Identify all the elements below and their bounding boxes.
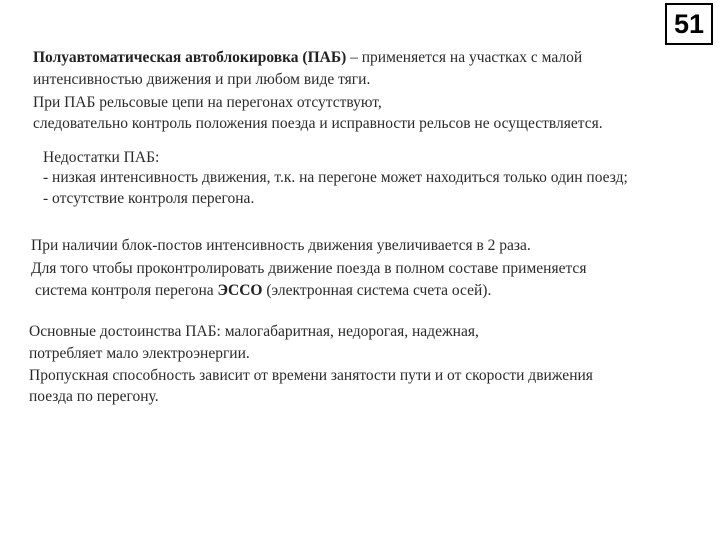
pab-term: Полуавтоматическая автоблокировка (ПАБ) <box>33 49 347 66</box>
esso-term: ЭССО <box>217 282 263 299</box>
pab-definition-line-2: интенсивностью движения и при любом виде тяги. <box>33 71 371 88</box>
block-posts-line-3 <box>35 281 491 301</box>
disadvantage-item-1: - низкая интенсивность движения, т.к. на перегоне может находиться только один поезд; <box>43 169 628 186</box>
pab-definition-rest: – применяется на участках с малой <box>346 49 583 66</box>
slide-number: 51 <box>665 3 713 45</box>
advantages-line-2: потребляет мало электроэнергии. <box>29 345 250 362</box>
capacity-line-1: Пропускная способность зависит от времени занятости пути и от скорости движения <box>29 367 593 384</box>
esso-explanation: (электронная система счета осей). <box>262 282 492 299</box>
disadvantage-item-2: - отсутствие контроля перегона. <box>43 190 255 207</box>
block-posts-line-2: Для того чтобы проконтролировать движение поезда в полном составе применяется <box>31 260 587 277</box>
disadvantages-heading: Недостатки ПАБ: <box>43 149 160 166</box>
capacity-line-2: поезда по перегону. <box>29 388 159 405</box>
pab-definition-line-1 <box>33 48 582 68</box>
pab-definition-line-3: При ПАБ рельсовые цепи на перегонах отсутствуют, <box>33 94 382 111</box>
esso-intro: система контроля перегона <box>35 282 218 299</box>
block-posts-line-1: При наличии блок-постов интенсивность движения увеличивается в 2 раза. <box>31 237 531 254</box>
advantages-line-1: Основные достоинства ПАБ: малогабаритная, недорогая, надежная, <box>29 323 479 340</box>
pab-definition-line-4: следовательно контроль положения поезда и исправности рельсов не осуществляется. <box>33 115 603 132</box>
